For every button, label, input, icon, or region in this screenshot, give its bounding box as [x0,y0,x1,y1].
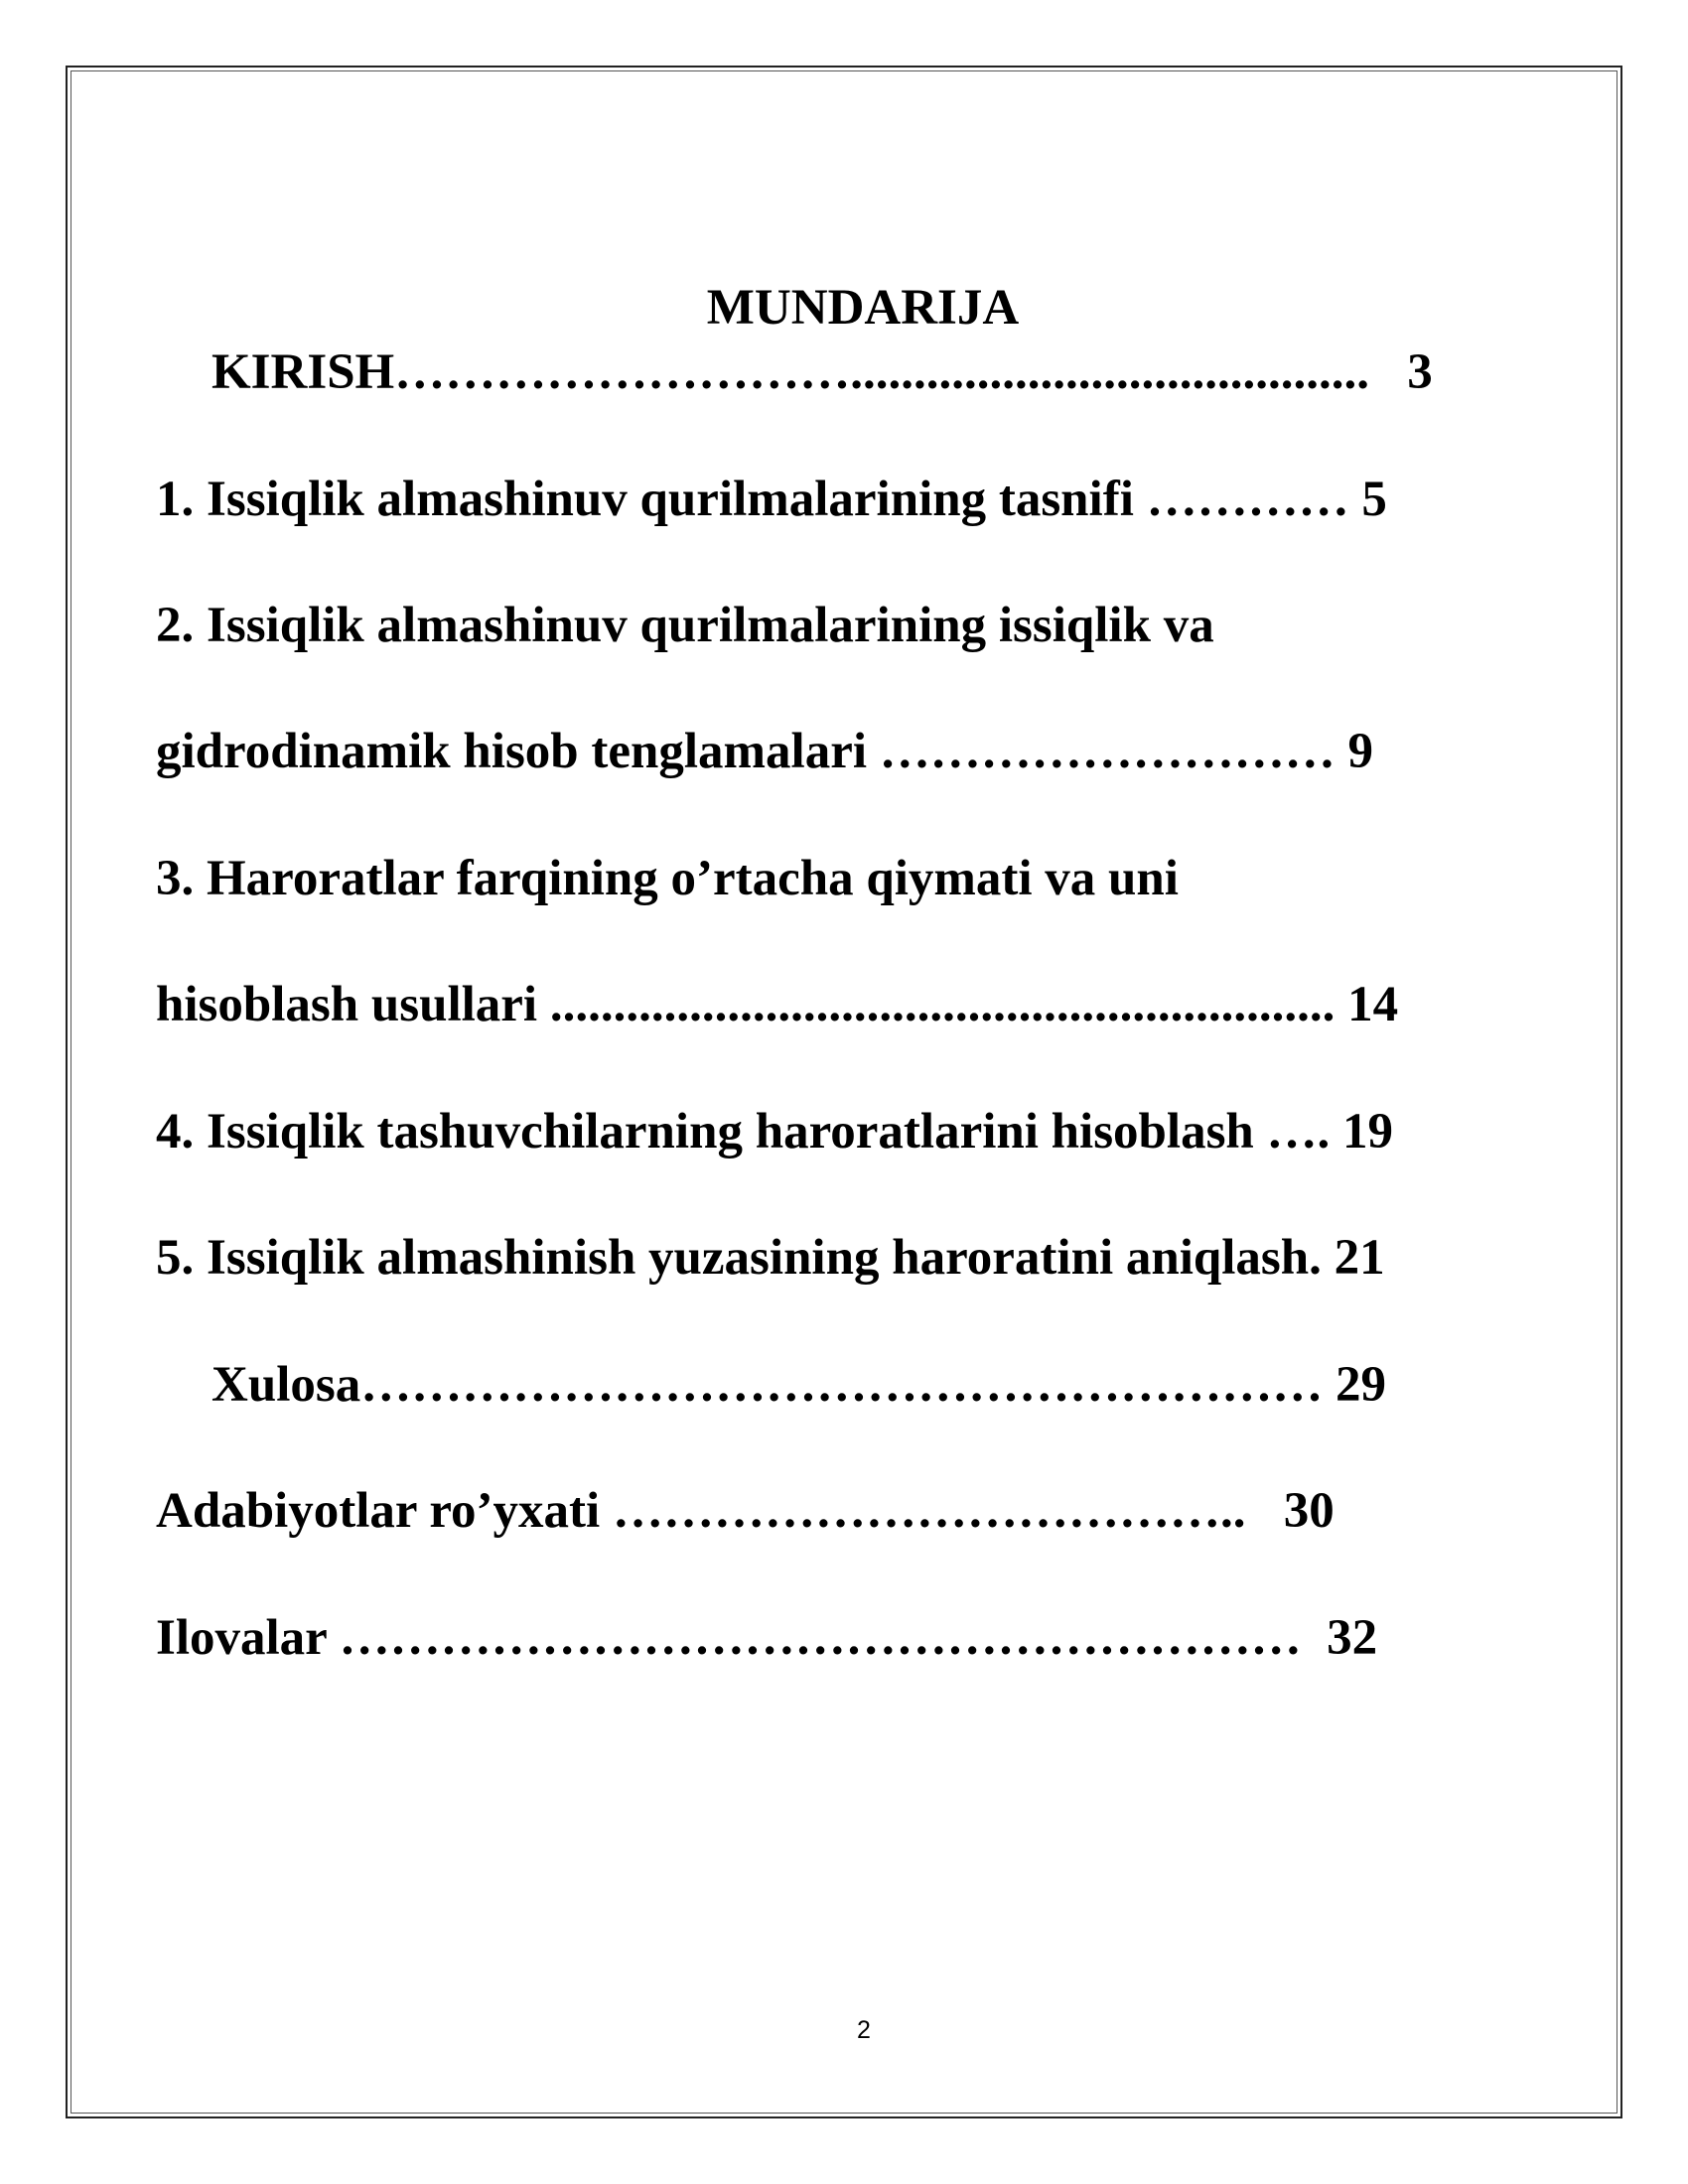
toc-entry-kirish: KIRISH………………………......................................... 3 [211,344,1433,400]
toc-entry-1: 1. Issiqlik almashinuv qurilmalarining tasnifi ………… 5 [156,472,1387,527]
toc-entry-xulosa: Xulosa………………………………………………… 29 [211,1357,1386,1413]
toc-entry-2-line1: 2. Issiqlik almashinuv qurilmalarining issiqlik va [156,598,1214,653]
toc-entry-2-line2: gidrodinamik hisob tenglamalari ……………………… 9 [156,724,1374,779]
toc-entry-ilovalar: Ilovalar ………………………………………………… 32 [156,1610,1378,1666]
toc-title: MUNDARIJA [706,280,1020,336]
toc-entry-3-line2: hisoblash usullari .............................................................. 14 [156,977,1399,1032]
toc-entry-5: 5. Issiqlik almashinish yuzasining haroratini aniqlash. 21 [156,1230,1385,1286]
toc-entry-adabiyotlar: Adabiyotlar ro’yxati ……………………………….. 30 [156,1483,1335,1539]
toc-entry-4: 4. Issiqlik tashuvchilarning haroratlarini hisoblash …. 19 [156,1104,1394,1160]
page-number: 2 [857,2016,871,2044]
toc-entry-3-line1: 3. Haroratlar farqining o’rtacha qiymati va uni [156,851,1179,906]
